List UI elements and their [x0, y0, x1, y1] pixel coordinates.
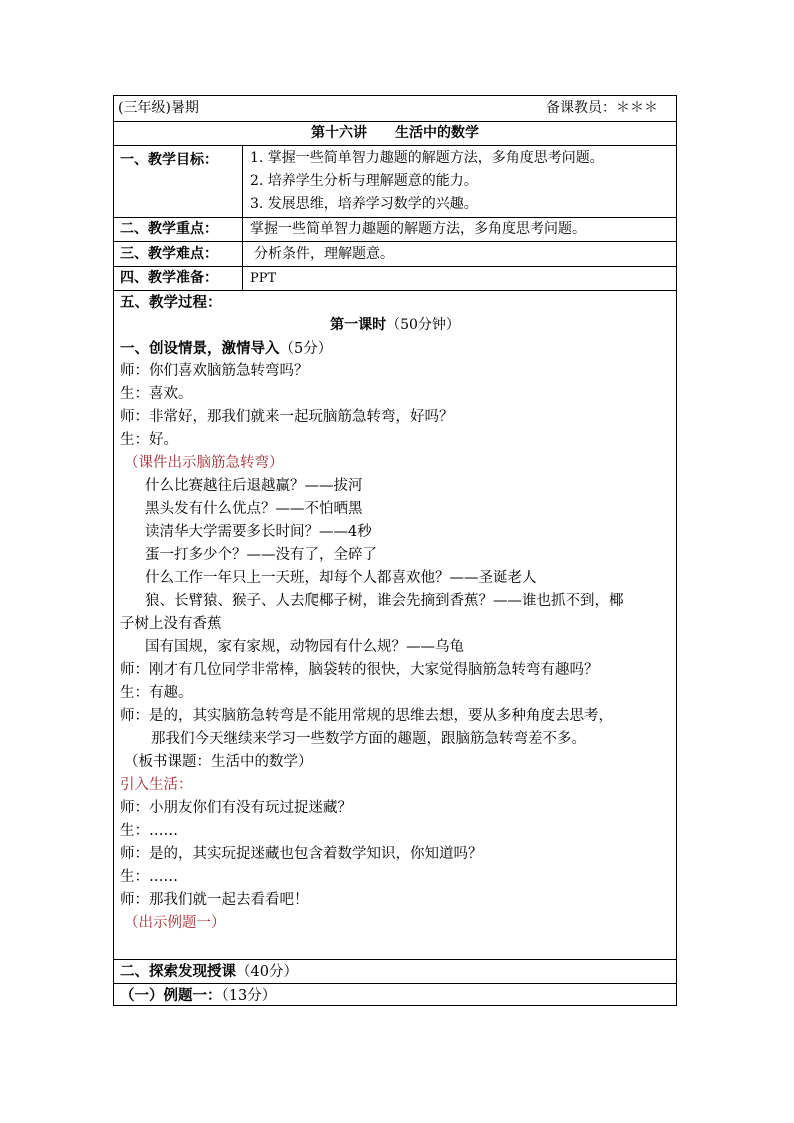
dialogue-line: 师：刚才有几位同学非常棒，脑袋转的很快，大家觉得脑筋急转弯有趣吗？ [120, 662, 599, 678]
dialogue-line: 那我们今天继续来学习一些数学方面的趣题，跟脑筋急转弯差不多。 [151, 731, 586, 747]
riddle-line: 什么比赛越往后退越赢？——拔河 [145, 478, 363, 494]
dialogue-line: 师：小朋友你们有没有玩过捉迷藏？ [120, 800, 352, 816]
part2-title: 二、探索发现授课 [120, 963, 236, 980]
difficulty-row [114, 241, 676, 266]
courseware-note: （课件出示脑筋急转弯） [124, 455, 284, 471]
goal-item: 3. 发展思维，培养学习数学的兴趣。 [250, 196, 478, 212]
dialogue-line: 生：好。 [120, 432, 178, 448]
goals-row [114, 145, 676, 217]
key-label: 二、教学重点： [120, 221, 218, 237]
dialogue-line: 生：有趣。 [120, 685, 193, 701]
goal-item: 2. 培养学生分析与理解题意的能力。 [250, 173, 478, 189]
riddle-line: 蛋一打多少个？——没有了，全碎了 [145, 547, 377, 563]
key-points-row [114, 217, 676, 241]
process-label: 五、教学过程： [120, 294, 222, 311]
example1-row [114, 983, 676, 1005]
grade-label: (三年级)暑期 [118, 100, 199, 116]
teacher-label: 备课教员：＊＊＊ [546, 100, 658, 116]
dialogue-line: 师：那我们就一起去看看吧！ [120, 892, 309, 908]
lesson-plan-table [113, 95, 677, 1006]
dialogue-line: 生：喜欢。 [120, 386, 193, 402]
dialogue-line: 师：你们喜欢脑筋急转弯吗？ [120, 363, 309, 379]
key-text: 掌握一些简单智力趣题的解题方法，多角度思考问题。 [250, 221, 586, 237]
process-row [114, 290, 676, 959]
example1-title: （一）例题一： [120, 987, 222, 1004]
dialogue-line: 生：…… [120, 869, 178, 885]
dialogue-line: 师：非常好，那我们就来一起玩脑筋急转弯，好吗？ [120, 409, 454, 425]
riddle-line: 什么工作一年只上一天班，却每个人都喜欢他？——圣诞老人 [145, 570, 537, 586]
part2-time: （40分） [236, 964, 298, 980]
riddle-line: 狼、长臂猿、猴子、人去爬椰子树，谁会先摘到香蕉？——谁也抓不到，椰 [145, 593, 624, 609]
difficulty-text: 分析条件，理解题意。 [254, 246, 394, 262]
part2-row [114, 959, 676, 983]
riddle-line: 子树上没有香蕉 [120, 616, 222, 632]
example1-heading [120, 984, 276, 1008]
prep-row [114, 266, 676, 290]
part1-heading [120, 337, 332, 361]
blackboard-note: （板书课题：生活中的数学） [124, 754, 313, 770]
lesson-heading [114, 314, 676, 337]
example-note: （出示例题一） [124, 915, 226, 931]
riddle-line: 黑头发有什么优点？——不怕晒黑 [145, 501, 363, 517]
prep-label: 四、教学准备： [120, 270, 218, 286]
part1-title: 一、创设情景，激情导入 [120, 340, 280, 357]
dialogue-line: 师：是的，其实玩捉迷藏也包含着数学知识，你知道吗？ [120, 846, 483, 862]
header-row [114, 96, 676, 121]
difficulty-label: 三、教学难点： [120, 246, 218, 262]
goals-label-cell [114, 146, 243, 217]
intro-life-label: 引入生活： [120, 777, 193, 793]
lesson-title: 第一课时 [330, 317, 387, 333]
prep-text: PPT [250, 271, 277, 286]
goals-label: 一、教学目标： [120, 152, 218, 168]
part1-time: （5分） [279, 341, 333, 357]
dialogue-line: 生：…… [120, 823, 178, 839]
key-label-cell [114, 218, 243, 241]
riddle-line: 读清华大学需要多长时间？——4秒 [145, 524, 372, 540]
prep-label-cell [114, 267, 243, 290]
riddle-line: 国有国规，家有家规，动物园有什么规？——乌龟 [145, 639, 464, 655]
lesson-time: （50分钟） [386, 317, 460, 333]
example1-time: （13分） [221, 988, 277, 1004]
goal-item: 1. 掌握一些简单智力趣题的解题方法，多角度思考问题。 [250, 150, 604, 166]
lesson-title: 第十六讲 生活中的数学 [311, 125, 479, 141]
dialogue-line: 师：是的，其实脑筋急转弯是不能用常规的思维去想，要从多种角度去思考， [120, 708, 613, 724]
difficulty-label-cell [114, 242, 243, 266]
title-row [114, 121, 676, 145]
part2-heading [120, 960, 298, 984]
